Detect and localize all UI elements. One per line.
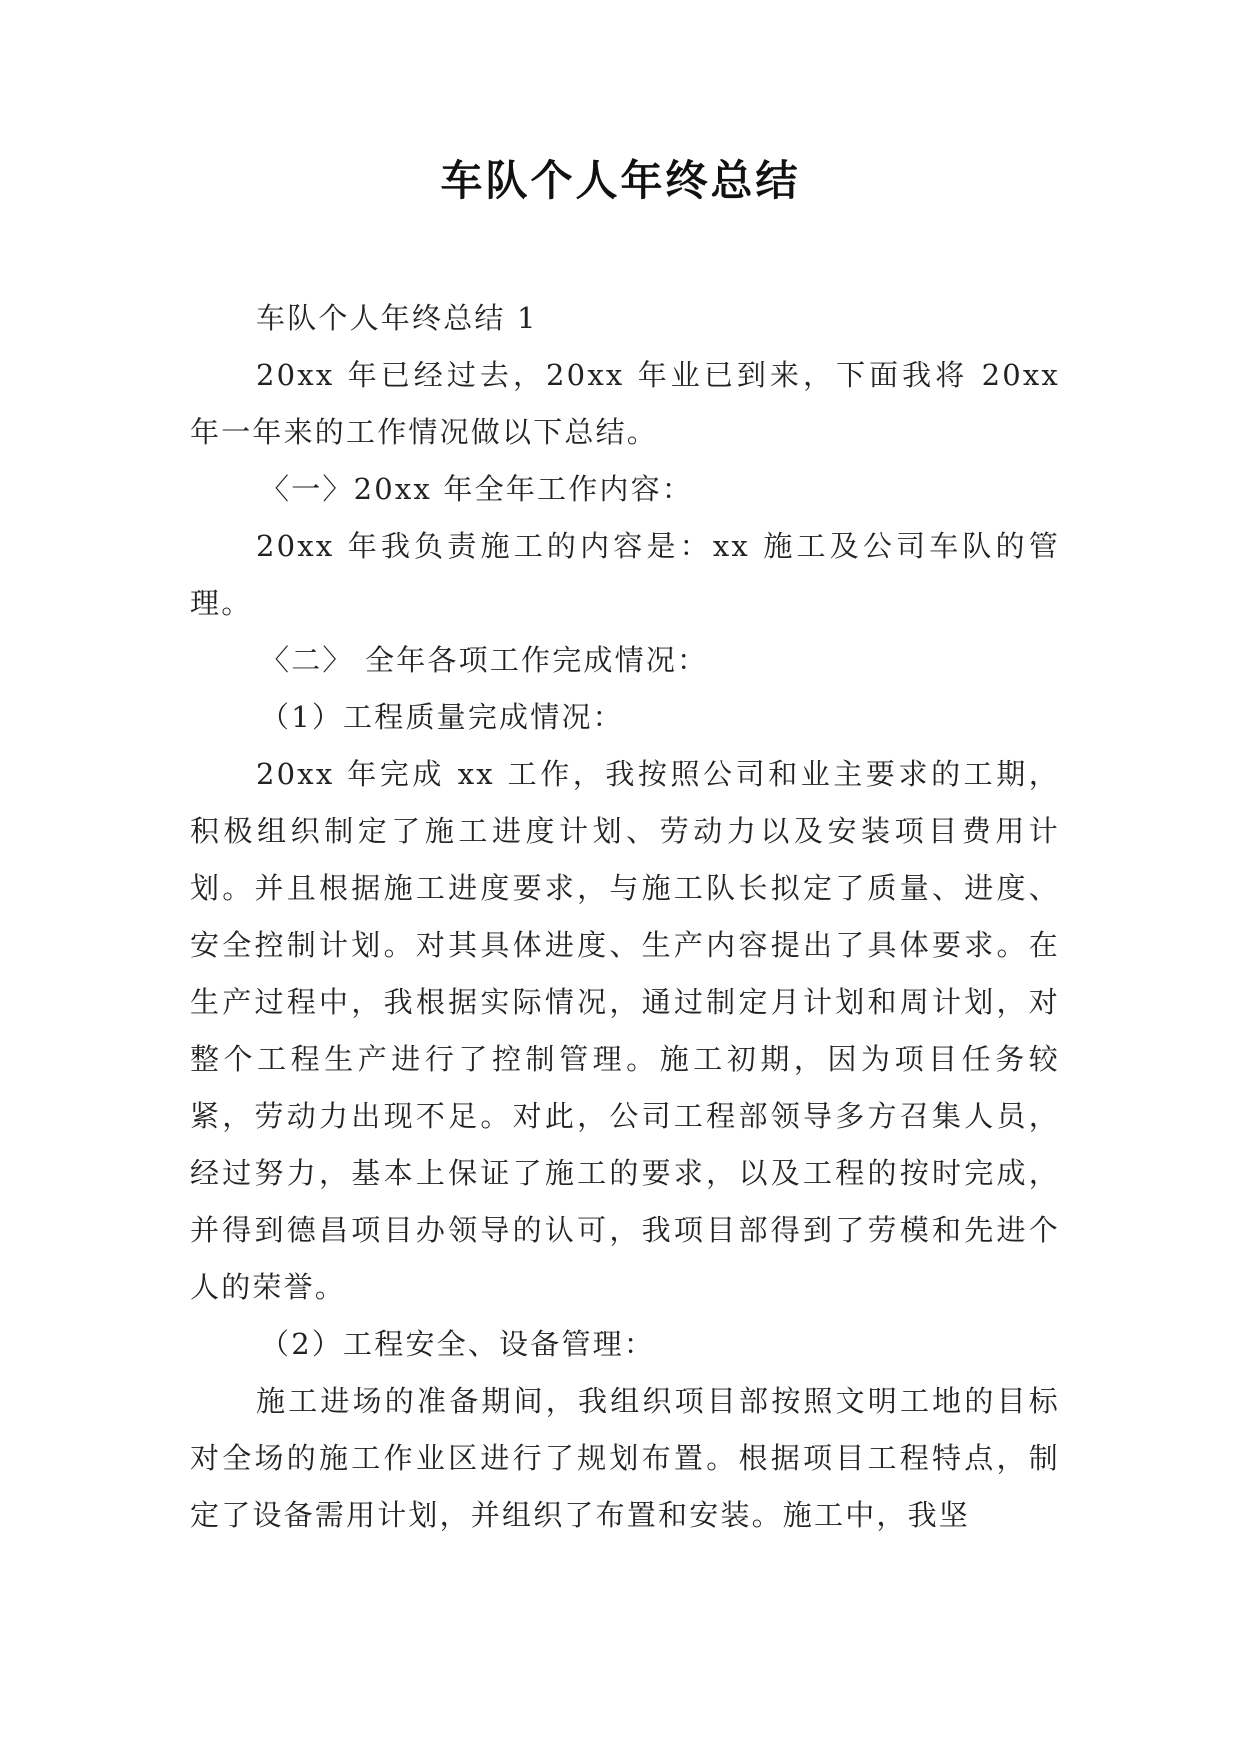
subheading-safety: （2）工程安全、设备管理： <box>260 1327 656 1361</box>
intro-paragraph: 20xx 年已经过去，20xx 年业已到来，下面我将 20xx 年一年来的工作情况做以下总结。 <box>190 358 1060 449</box>
subheading-completion: 〈二〉 全年各项工作完成情况： <box>260 643 709 677</box>
quality-paragraph: 20xx 年完成 xx 工作，我按照公司和业主要求的工期，积极组织制定了施工进度计划、劳动力以及安装项目费用计划。并且根据施工进度要求，与施工队长拟定了质量、进度、安全控制计划。对其具体进度、生产内容提出了具体要求。在生产过程中，我根据实际情况，通过制定月计划和周计划，对整个工程生产进行了控制管理。施工初期，因为项目任务较紧，劳动力出现不足。对此，公司工程部领导多方召集人员，经过努力，基本上保证了施工的要求，以及工程的按时完成，并得到德昌项目办领导的认可，我项目部得到了劳模和先进个人的荣誉。 <box>190 757 1060 1304</box>
safety-paragraph: 施工进场的准备期间，我组织项目部按照文明工地的目标对全场的施工作业区进行了规划布置。根据项目工程特点，制定了设备需用计划，并组织了布置和安装。施工中，我坚 <box>190 1384 1060 1532</box>
subheading-quality: （1）工程质量完成情况： <box>260 700 624 734</box>
section-heading: 车队个人年终总结 1 <box>256 301 538 335</box>
document-body <box>190 290 1060 1544</box>
work-content-paragraph: 20xx 年我负责施工的内容是：xx 施工及公司车队的管理。 <box>190 529 1060 620</box>
document-title: 车队个人年终总结 <box>440 156 801 205</box>
subheading-work-content: 〈一〉20xx 年全年工作内容： <box>260 472 694 506</box>
